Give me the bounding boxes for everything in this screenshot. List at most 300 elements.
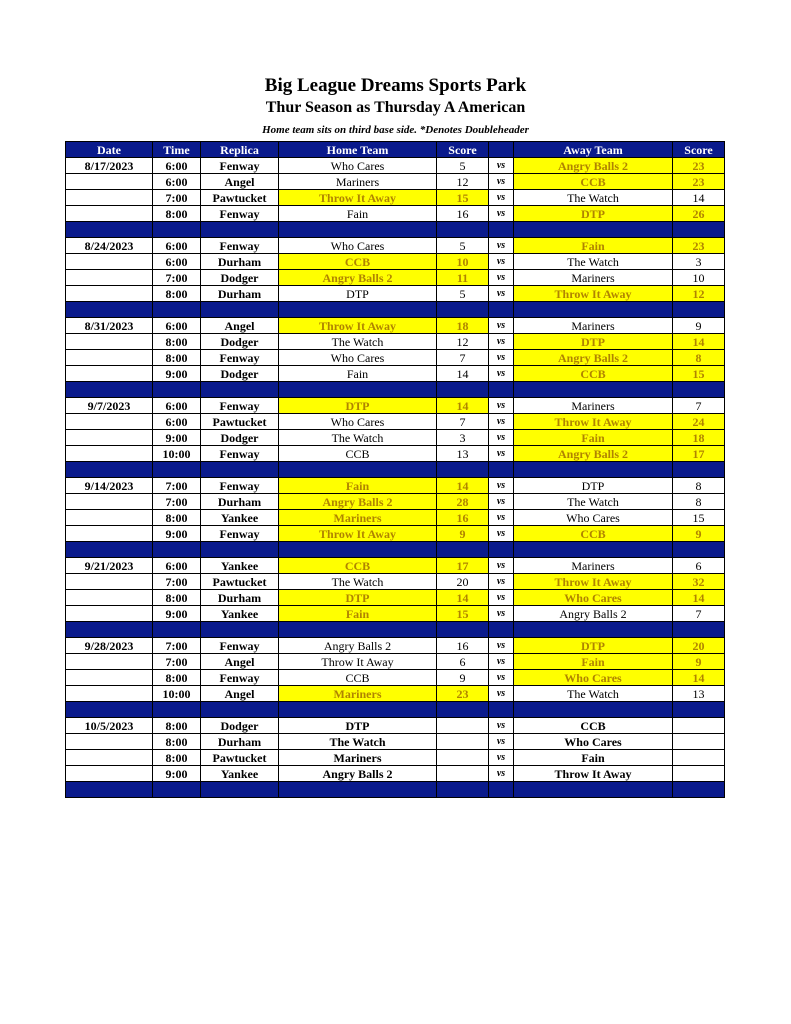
away-score-cell: 8 — [673, 494, 725, 510]
vs-cell: vs — [489, 446, 514, 462]
table-row — [66, 206, 725, 222]
home-team-cell: Who Cares — [279, 238, 437, 254]
home-score-cell — [437, 718, 489, 734]
home-team-cell: The Watch — [279, 334, 437, 350]
vs-cell: vs — [489, 190, 514, 206]
away-score-cell: 12 — [673, 286, 725, 302]
replica-cell: Angel — [201, 686, 279, 702]
home-score-cell: 16 — [437, 206, 489, 222]
date-cell — [66, 206, 153, 222]
away-team-cell: Mariners — [514, 270, 673, 286]
home-score-cell: 17 — [437, 558, 489, 574]
away-score-cell: 7 — [673, 606, 725, 622]
separator-cell — [153, 302, 201, 318]
header-away-score: Score — [673, 142, 725, 158]
vs-cell: vs — [489, 718, 514, 734]
table-row — [66, 574, 725, 590]
separator-cell — [201, 542, 279, 558]
replica-cell: Yankee — [201, 558, 279, 574]
date-cell — [66, 686, 153, 702]
table-row — [66, 286, 725, 302]
home-score-cell: 7 — [437, 414, 489, 430]
separator-cell — [279, 462, 437, 478]
home-score-cell: 3 — [437, 430, 489, 446]
time-cell: 8:00 — [153, 350, 201, 366]
week-separator-row — [66, 382, 725, 398]
separator-cell — [153, 622, 201, 638]
time-cell: 8:00 — [153, 750, 201, 766]
separator-cell — [279, 622, 437, 638]
week-separator-row — [66, 782, 725, 798]
away-score-cell: 14 — [673, 590, 725, 606]
home-score-cell: 14 — [437, 590, 489, 606]
date-cell — [66, 254, 153, 270]
away-score-cell: 6 — [673, 558, 725, 574]
away-score-cell — [673, 734, 725, 750]
time-cell: 7:00 — [153, 270, 201, 286]
date-cell — [66, 350, 153, 366]
away-score-cell: 14 — [673, 334, 725, 350]
vs-cell: vs — [489, 750, 514, 766]
date-cell — [66, 670, 153, 686]
away-score-cell: 15 — [673, 510, 725, 526]
time-cell: 6:00 — [153, 254, 201, 270]
away-team-cell: Mariners — [514, 398, 673, 414]
away-team-cell: DTP — [514, 206, 673, 222]
home-score-cell: 9 — [437, 526, 489, 542]
separator-cell — [514, 222, 673, 238]
separator-cell — [489, 462, 514, 478]
replica-cell: Yankee — [201, 510, 279, 526]
away-team-cell: The Watch — [514, 254, 673, 270]
away-score-cell: 26 — [673, 206, 725, 222]
home-score-cell: 14 — [437, 366, 489, 382]
date-cell — [66, 366, 153, 382]
time-cell: 6:00 — [153, 158, 201, 174]
vs-cell: vs — [489, 478, 514, 494]
home-team-cell: The Watch — [279, 734, 437, 750]
time-cell: 8:00 — [153, 510, 201, 526]
home-team-cell: CCB — [279, 254, 437, 270]
away-score-cell: 7 — [673, 398, 725, 414]
replica-cell: Durham — [201, 494, 279, 510]
table-row — [66, 478, 725, 494]
away-team-cell: The Watch — [514, 686, 673, 702]
time-cell: 7:00 — [153, 654, 201, 670]
home-score-cell: 23 — [437, 686, 489, 702]
home-score-cell — [437, 734, 489, 750]
vs-cell: vs — [489, 398, 514, 414]
separator-cell — [514, 782, 673, 798]
table-row — [66, 254, 725, 270]
home-score-cell: 5 — [437, 238, 489, 254]
home-team-cell: Fain — [279, 366, 437, 382]
replica-cell: Dodger — [201, 430, 279, 446]
away-team-cell: Angry Balls 2 — [514, 350, 673, 366]
table-row — [66, 270, 725, 286]
separator-cell — [153, 782, 201, 798]
table-row — [66, 318, 725, 334]
away-team-cell: The Watch — [514, 190, 673, 206]
replica-cell: Fenway — [201, 478, 279, 494]
separator-cell — [514, 622, 673, 638]
replica-cell: Durham — [201, 590, 279, 606]
vs-cell: vs — [489, 238, 514, 254]
table-row — [66, 606, 725, 622]
date-cell: 9/21/2023 — [66, 558, 153, 574]
schedule-note: Home team sits on third base side. *Denotes Doubleheader — [262, 124, 529, 136]
home-team-cell: DTP — [279, 718, 437, 734]
time-cell: 6:00 — [153, 398, 201, 414]
date-cell: 8/17/2023 — [66, 158, 153, 174]
time-cell: 10:00 — [153, 446, 201, 462]
time-cell: 6:00 — [153, 558, 201, 574]
time-cell: 8:00 — [153, 286, 201, 302]
home-team-cell: DTP — [279, 590, 437, 606]
replica-cell: Fenway — [201, 238, 279, 254]
away-team-cell: Fain — [514, 654, 673, 670]
week-separator-row — [66, 222, 725, 238]
week-separator-row — [66, 542, 725, 558]
replica-cell: Dodger — [201, 366, 279, 382]
separator-cell — [437, 782, 489, 798]
vs-cell: vs — [489, 606, 514, 622]
date-cell — [66, 334, 153, 350]
replica-cell: Angel — [201, 318, 279, 334]
vs-cell: vs — [489, 670, 514, 686]
date-cell — [66, 654, 153, 670]
separator-cell — [66, 622, 153, 638]
separator-cell — [489, 702, 514, 718]
home-score-cell: 12 — [437, 174, 489, 190]
separator-cell — [66, 542, 153, 558]
home-team-cell: Who Cares — [279, 158, 437, 174]
table-row — [66, 734, 725, 750]
replica-cell: Pawtucket — [201, 750, 279, 766]
time-cell: 7:00 — [153, 638, 201, 654]
home-team-cell: CCB — [279, 670, 437, 686]
home-team-cell: Angry Balls 2 — [279, 494, 437, 510]
schedule-table — [65, 141, 725, 798]
vs-cell: vs — [489, 574, 514, 590]
table-row — [66, 510, 725, 526]
table-row — [66, 638, 725, 654]
replica-cell: Pawtucket — [201, 414, 279, 430]
replica-cell: Angel — [201, 654, 279, 670]
separator-cell — [437, 302, 489, 318]
away-team-cell: Angry Balls 2 — [514, 606, 673, 622]
separator-cell — [66, 702, 153, 718]
week-separator-row — [66, 302, 725, 318]
date-cell — [66, 510, 153, 526]
vs-cell: vs — [489, 558, 514, 574]
table-row — [66, 446, 725, 462]
date-cell — [66, 734, 153, 750]
vs-cell: vs — [489, 286, 514, 302]
table-row — [66, 494, 725, 510]
replica-cell: Fenway — [201, 350, 279, 366]
separator-cell — [153, 542, 201, 558]
table-row — [66, 414, 725, 430]
home-team-cell: Fain — [279, 206, 437, 222]
away-team-cell: Who Cares — [514, 590, 673, 606]
home-team-cell: Angry Balls 2 — [279, 270, 437, 286]
home-score-cell — [437, 766, 489, 782]
separator-cell — [514, 462, 673, 478]
home-team-cell: CCB — [279, 558, 437, 574]
away-team-cell: Throw It Away — [514, 286, 673, 302]
separator-cell — [489, 622, 514, 638]
replica-cell: Fenway — [201, 206, 279, 222]
vs-cell: vs — [489, 254, 514, 270]
home-team-cell: CCB — [279, 446, 437, 462]
vs-cell: vs — [489, 766, 514, 782]
home-team-cell: Who Cares — [279, 414, 437, 430]
separator-cell — [437, 622, 489, 638]
date-cell — [66, 446, 153, 462]
vs-cell: vs — [489, 430, 514, 446]
home-score-cell: 16 — [437, 638, 489, 654]
header-home-team: Home Team — [279, 142, 437, 158]
week-separator-row — [66, 622, 725, 638]
home-team-cell: Throw It Away — [279, 190, 437, 206]
separator-cell — [437, 542, 489, 558]
week-separator-row — [66, 462, 725, 478]
replica-cell: Fenway — [201, 670, 279, 686]
away-team-cell: CCB — [514, 174, 673, 190]
away-score-cell — [673, 718, 725, 734]
vs-cell: vs — [489, 334, 514, 350]
away-score-cell: 9 — [673, 654, 725, 670]
away-team-cell: Fain — [514, 750, 673, 766]
vs-cell: vs — [489, 318, 514, 334]
vs-cell: vs — [489, 494, 514, 510]
separator-cell — [66, 462, 153, 478]
table-row — [66, 334, 725, 350]
away-score-cell: 23 — [673, 238, 725, 254]
home-score-cell: 5 — [437, 286, 489, 302]
table-row — [66, 174, 725, 190]
date-cell: 9/7/2023 — [66, 398, 153, 414]
separator-cell — [673, 702, 725, 718]
date-cell — [66, 766, 153, 782]
separator-cell — [201, 222, 279, 238]
vs-cell: vs — [489, 174, 514, 190]
table-row — [66, 526, 725, 542]
away-team-cell: Angry Balls 2 — [514, 446, 673, 462]
home-score-cell: 16 — [437, 510, 489, 526]
away-score-cell: 3 — [673, 254, 725, 270]
date-cell — [66, 286, 153, 302]
home-team-cell: Angry Balls 2 — [279, 766, 437, 782]
vs-cell: vs — [489, 270, 514, 286]
table-row — [66, 670, 725, 686]
table-row — [66, 750, 725, 766]
page-title: Big League Dreams Sports Park — [264, 75, 527, 96]
away-team-cell: Fain — [514, 238, 673, 254]
away-score-cell: 13 — [673, 686, 725, 702]
vs-cell: vs — [489, 686, 514, 702]
schedule-body — [66, 158, 725, 798]
time-cell: 9:00 — [153, 366, 201, 382]
separator-cell — [514, 302, 673, 318]
table-row — [66, 558, 725, 574]
home-score-cell: 10 — [437, 254, 489, 270]
home-score-cell: 7 — [437, 350, 489, 366]
home-score-cell: 9 — [437, 670, 489, 686]
time-cell: 8:00 — [153, 734, 201, 750]
time-cell: 9:00 — [153, 430, 201, 446]
separator-cell — [489, 222, 514, 238]
home-team-cell: Throw It Away — [279, 654, 437, 670]
home-score-cell: 14 — [437, 398, 489, 414]
away-team-cell: Angry Balls 2 — [514, 158, 673, 174]
home-team-cell: Fain — [279, 478, 437, 494]
away-team-cell: CCB — [514, 366, 673, 382]
replica-cell: Durham — [201, 254, 279, 270]
table-row — [66, 366, 725, 382]
separator-cell — [279, 302, 437, 318]
home-score-cell: 18 — [437, 318, 489, 334]
separator-cell — [673, 462, 725, 478]
away-team-cell: DTP — [514, 334, 673, 350]
date-cell — [66, 750, 153, 766]
away-team-cell: CCB — [514, 526, 673, 542]
date-cell — [66, 414, 153, 430]
away-score-cell: 14 — [673, 190, 725, 206]
page-subtitle: Thur Season as Thursday A American — [265, 99, 526, 116]
replica-cell: Fenway — [201, 526, 279, 542]
date-cell: 9/14/2023 — [66, 478, 153, 494]
replica-cell: Fenway — [201, 638, 279, 654]
away-score-cell: 8 — [673, 350, 725, 366]
replica-cell: Dodger — [201, 334, 279, 350]
time-cell: 10:00 — [153, 686, 201, 702]
away-score-cell: 18 — [673, 430, 725, 446]
time-cell: 7:00 — [153, 574, 201, 590]
separator-cell — [66, 782, 153, 798]
separator-cell — [673, 382, 725, 398]
header-vs — [489, 142, 514, 158]
replica-cell: Pawtucket — [201, 190, 279, 206]
separator-cell — [66, 302, 153, 318]
date-cell: 8/31/2023 — [66, 318, 153, 334]
away-team-cell: Mariners — [514, 558, 673, 574]
replica-cell: Fenway — [201, 158, 279, 174]
replica-cell: Yankee — [201, 766, 279, 782]
time-cell: 6:00 — [153, 174, 201, 190]
away-team-cell: Who Cares — [514, 670, 673, 686]
home-team-cell: The Watch — [279, 574, 437, 590]
time-cell: 9:00 — [153, 526, 201, 542]
away-score-cell: 23 — [673, 158, 725, 174]
time-cell: 8:00 — [153, 590, 201, 606]
away-score-cell: 9 — [673, 318, 725, 334]
home-score-cell: 28 — [437, 494, 489, 510]
date-cell — [66, 574, 153, 590]
replica-cell: Fenway — [201, 398, 279, 414]
away-score-cell: 20 — [673, 638, 725, 654]
separator-cell — [201, 782, 279, 798]
time-cell: 9:00 — [153, 766, 201, 782]
separator-cell — [201, 302, 279, 318]
home-team-cell: Mariners — [279, 174, 437, 190]
vs-cell: vs — [489, 414, 514, 430]
separator-cell — [153, 462, 201, 478]
replica-cell: Fenway — [201, 446, 279, 462]
separator-cell — [201, 462, 279, 478]
date-cell: 10/5/2023 — [66, 718, 153, 734]
replica-cell: Dodger — [201, 270, 279, 286]
home-score-cell: 14 — [437, 478, 489, 494]
separator-cell — [514, 542, 673, 558]
replica-cell: Yankee — [201, 606, 279, 622]
home-team-cell: Who Cares — [279, 350, 437, 366]
away-team-cell: Fain — [514, 430, 673, 446]
replica-cell: Durham — [201, 286, 279, 302]
vs-cell: vs — [489, 366, 514, 382]
table-row — [66, 238, 725, 254]
replica-cell: Dodger — [201, 718, 279, 734]
table-row — [66, 430, 725, 446]
home-team-cell: Mariners — [279, 686, 437, 702]
home-team-cell: The Watch — [279, 430, 437, 446]
replica-cell: Pawtucket — [201, 574, 279, 590]
away-team-cell: CCB — [514, 718, 673, 734]
separator-cell — [437, 462, 489, 478]
separator-cell — [201, 622, 279, 638]
time-cell: 9:00 — [153, 606, 201, 622]
date-cell — [66, 430, 153, 446]
vs-cell: vs — [489, 206, 514, 222]
separator-cell — [673, 782, 725, 798]
separator-cell — [279, 782, 437, 798]
separator-cell — [279, 542, 437, 558]
away-score-cell: 10 — [673, 270, 725, 286]
table-row — [66, 766, 725, 782]
away-score-cell: 14 — [673, 670, 725, 686]
separator-cell — [201, 702, 279, 718]
separator-cell — [437, 222, 489, 238]
separator-cell — [279, 222, 437, 238]
away-score-cell: 8 — [673, 478, 725, 494]
home-team-cell: Throw It Away — [279, 526, 437, 542]
vs-cell: vs — [489, 350, 514, 366]
vs-cell: vs — [489, 638, 514, 654]
separator-cell — [66, 382, 153, 398]
time-cell: 6:00 — [153, 414, 201, 430]
time-cell: 6:00 — [153, 318, 201, 334]
away-score-cell: 9 — [673, 526, 725, 542]
vs-cell: vs — [489, 654, 514, 670]
time-cell: 8:00 — [153, 670, 201, 686]
table-row — [66, 350, 725, 366]
away-team-cell: Throw It Away — [514, 574, 673, 590]
table-row — [66, 398, 725, 414]
home-team-cell: Throw It Away — [279, 318, 437, 334]
home-score-cell: 15 — [437, 606, 489, 622]
away-team-cell: DTP — [514, 478, 673, 494]
date-cell — [66, 494, 153, 510]
away-score-cell: 15 — [673, 366, 725, 382]
time-cell: 7:00 — [153, 478, 201, 494]
time-cell: 8:00 — [153, 206, 201, 222]
away-team-cell: Who Cares — [514, 734, 673, 750]
table-row — [66, 686, 725, 702]
separator-cell — [201, 382, 279, 398]
home-score-cell: 5 — [437, 158, 489, 174]
week-separator-row — [66, 702, 725, 718]
